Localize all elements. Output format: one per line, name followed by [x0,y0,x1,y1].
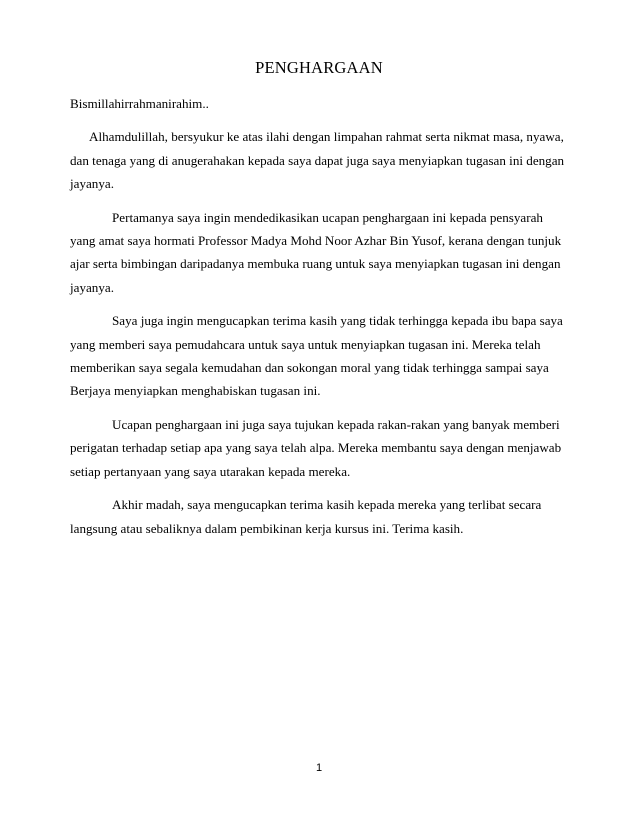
paragraph-2: Pertamanya saya ingin mendedikasikan ucapan penghargaan ini kepada pensyarah yang amat saya hormati Professor Madya Mohd Noor Azhar Bin Yusof, kerana dengan tunjuk ajar serta bimbingan daripadanya membuka ruang untuk saya menyiapkan tugasan ini dengan jayanya. [70,209,562,295]
document-body [70,92,570,550]
opening-line: Bismillahirrahmanirahim.. [70,96,209,111]
paragraph-3: Saya juga ingin mengucapkan terima kasih yang tidak terhingga kepada ibu bapa saya yang memberi saya pemudahcara untuk saya untuk menyiapkan tugasan ini. Mereka telah memberikan saya segala kemudahan dan sokongan moral yang tidak terhingga sampai saya Berjaya menyiapkan menghabiskan tugasan ini. [70,313,563,399]
paragraph-1: Alhamdulillah, bersyukur ke atas ilahi dengan limpahan rahmat serta nikmat masa, nyawa, dan tenaga yang di anugerahakan kepada saya dapat juga saya menyiapkan tugasan ini dengan jayanya. [70,129,565,192]
page-title: PENGHARGAAN [255,58,383,77]
paragraph-5: Akhir madah, saya mengucapkan terima kasih kepada mereka yang terlibat secara langsung atau sebaliknya dalam pembikinan kerja kursus ini. Terima kasih. [70,497,542,536]
paragraph-4: Ucapan penghargaan ini juga saya tujukan kepada rakan-rakan yang banyak memberi perigatan terhadap setiap apa yang saya telah alpa. Mereka membantu saya dengan menjawab setiap pertanyaan yang saya utarakan kepada mereka. [70,416,562,479]
page-number: 1 [315,762,323,774]
